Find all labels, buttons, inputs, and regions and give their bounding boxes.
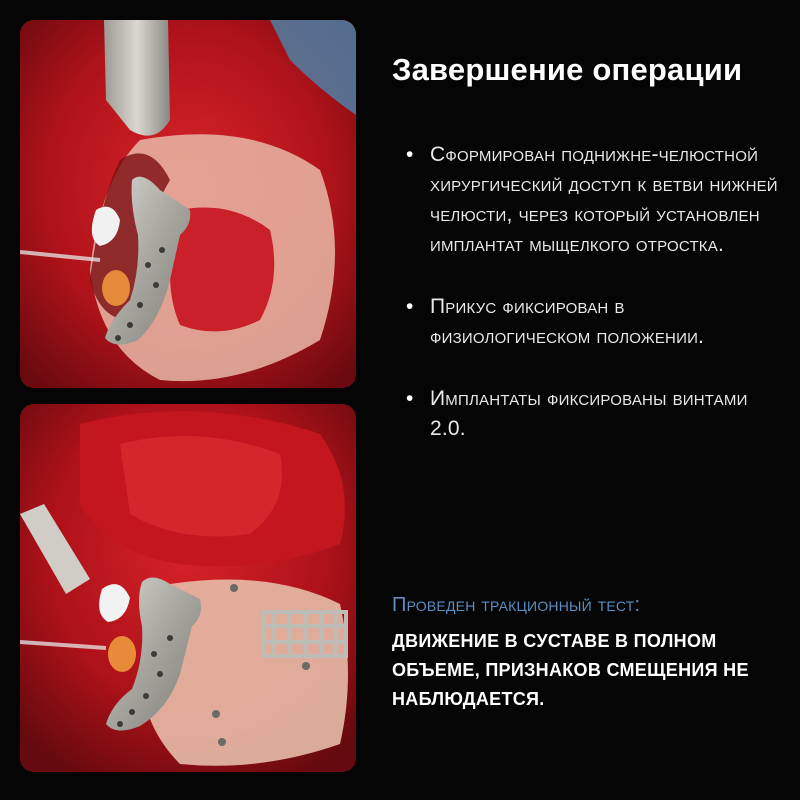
bullet-list <box>404 140 784 476</box>
bullet-item <box>404 292 784 352</box>
bullet-text: Прикус фиксирован в физиологическом положении. <box>430 295 705 348</box>
bullet-dot-icon: • <box>406 295 414 318</box>
bullet-item <box>404 140 784 260</box>
bullet-dot-icon: • <box>406 387 414 410</box>
surgical-photo-bottom <box>20 404 356 772</box>
bullet-text: Сформирован поднижне-челюстной хирургический доступ к ветви нижней челюсти, через который установлен имплантат мыщелкого отростка. <box>430 143 778 256</box>
surgical-photo-top <box>20 20 356 388</box>
bullet-item <box>404 384 784 444</box>
page-title: Завершение операции <box>392 52 743 87</box>
bullet-dot-icon: • <box>406 143 414 166</box>
bullet-text: Имплантаты фиксированы винтами 2.0. <box>430 387 748 440</box>
traction-test-lead: Проведен тракционный тест: <box>392 594 641 616</box>
traction-test-result: ДВИЖЕНИЕ В СУСТАВЕ В ПОЛНОМ ОБЪЕМЕ, ПРИЗНАКОВ СМЕЩЕНИЯ НЕ НАБЛЮДАЕТСЯ. <box>392 631 749 709</box>
